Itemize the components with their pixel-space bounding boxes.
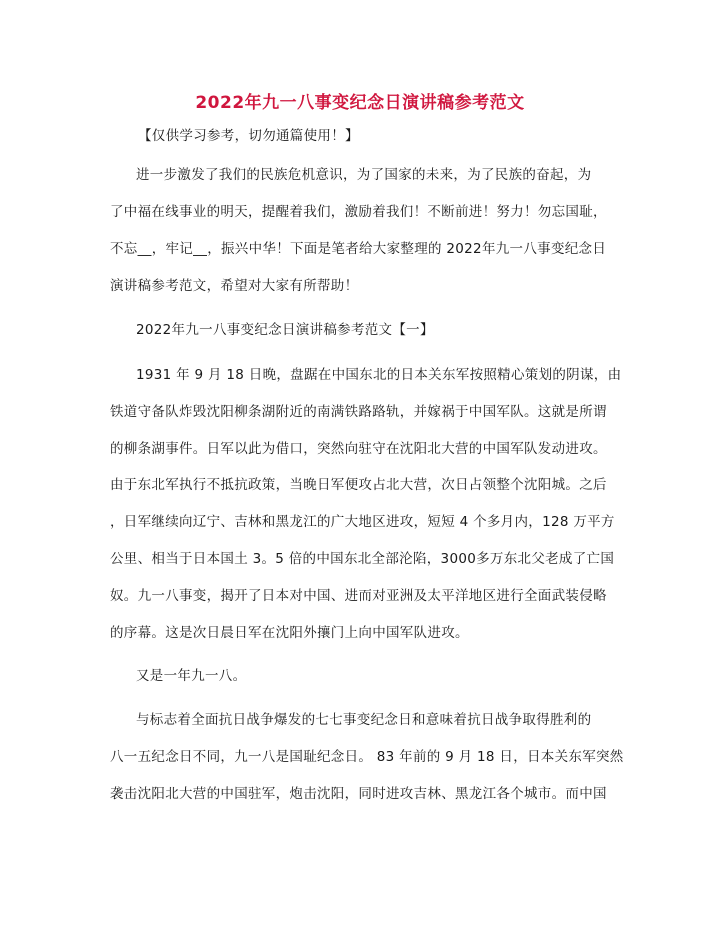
paragraph-line: ，日军继续向辽宁、吉林和黑龙江的广大地区进攻，短短 4 个多月内，128 万平方 xyxy=(110,514,615,530)
paragraph-line: 的柳条湖事件。日军以此为借口，突然向驻守在沈阳北大营的中国军队发动进攻。 xyxy=(110,441,607,457)
document-title: 2022年九一八事变纪念日演讲稿参考范文 xyxy=(195,93,525,113)
short-paragraph: 又是一年九一八。 xyxy=(136,668,247,684)
paragraph-line: 与标志着全面抗日战争爆发的七七事变纪念日和意味着抗日战争取得胜利的 xyxy=(136,712,592,728)
intro-line: 不忘__，牢记__，振兴中华！下面是笔者给大家整理的 2022年九一八事变纪念日 xyxy=(110,241,607,257)
paragraph-line: 的序幕。这是次日晨日军在沈阳外攘门上向中国军队进攻。 xyxy=(110,625,469,641)
paragraph-line: 袭击沈阳北大营的中国驻军，炮击沈阳，同时进攻吉林、黑龙江各个城市。而中国 xyxy=(110,786,607,802)
paragraph-line: 公里、相当于日本国土 3。5 倍的中国东北全部沦陷，3000多万东北父老成了亡国 xyxy=(110,551,615,567)
paragraph-line: 铁道守备队炸毁沈阳柳条湖附近的南满铁路路轨，并嫁祸于中国军队。这就是所谓 xyxy=(110,404,607,420)
intro-line: 了中福在线事业的明天，提醒着我们，激励着我们！不断前进！努力！勿忘国耻， xyxy=(110,204,607,220)
paragraph-line: 奴。九一八事变，揭开了日本对中国、进而对亚洲及太平洋地区进行全面武装侵略 xyxy=(110,588,607,604)
intro-line: 进一步激发了我们的民族危机意识，为了国家的未来，为了民族的奋起，为 xyxy=(136,167,592,183)
intro-line: 演讲稿参考范文，希望对大家有所帮助！ xyxy=(110,278,359,294)
paragraph-line: 八一五纪念日不同，九一八是国耻纪念日。 83 年前的 9 月 18 日，日本关东军突然 xyxy=(110,749,624,765)
usage-notice: 【仅供学习参考，切勿通篇使用！】 xyxy=(138,128,359,144)
paragraph-line: 1931 年 9 月 18 日晚，盘踞在中国东北的日本关东军按照精心策划的阴谋，由 xyxy=(136,367,622,383)
section-heading: 2022年九一八事变纪念日演讲稿参考范文【一】 xyxy=(136,322,434,338)
paragraph-line: 由于东北军执行不抵抗政策，当晚日军便攻占北大营，次日占领整个沈阳城。之后 xyxy=(110,477,607,493)
